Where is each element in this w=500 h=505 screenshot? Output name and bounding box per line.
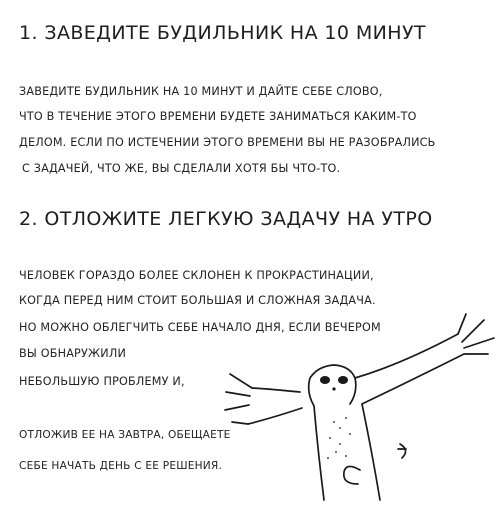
left-claw — [232, 422, 248, 424]
right-arm-lower — [362, 354, 464, 404]
section-1-line: ДЕЛОМ. ЕСЛИ ПО ИСТЕЧЕНИИ ЭТОГО ВРЕМЕНИ ВЫ НЕ РАЗОБРАЛИСЬ — [19, 136, 436, 149]
section-1-line: ЧТО В ТЕЧЕНИЕ ЭТОГО ВРЕМЕНИ БУДЕТЕ ЗАНИМАТЬСЯ КАКИМ-ТО — [19, 110, 417, 123]
section-1-line: С ЗАДАЧЕЙ, ЧТО ЖЕ, ВЫ СДЕЛАЛИ ХОТЯ БЫ ЧТО-ТО. — [22, 162, 341, 175]
left-claw — [225, 405, 249, 410]
section-2-line: ЧЕЛОВЕК ГОРАЗДО БОЛЕЕ СКЛОНЕН К ПРОКРАСТИНАЦИИ, — [19, 269, 374, 282]
section-2-line: КОГДА ПЕРЕД НИМ СТОИТ БОЛЬШАЯ И СЛОЖНАЯ ЗАДАЧА. — [19, 294, 376, 307]
left-claw — [230, 374, 252, 388]
right-eye — [338, 376, 348, 384]
sloth-icon — [222, 312, 500, 505]
section-1-heading: 1. ЗАВЕДИТЕ БУДИЛЬНИК НА 10 МИНУТ — [19, 22, 426, 44]
section-2-line: НО МОЖНО ОБЛЕГЧИТЬ СЕБЕ НАЧАЛО ДНЯ, ЕСЛИ ВЕЧЕРОМ — [19, 321, 381, 334]
section-2-line: СЕБЕ НАЧАТЬ ДЕНЬ С ЕЕ РЕШЕНИЯ. — [19, 460, 223, 472]
sloth-hand — [344, 466, 360, 484]
left-arm-upper — [252, 388, 300, 392]
section-2-line: ВЫ ОБНАРУЖИЛИ — [19, 347, 127, 360]
sloth-body-right — [362, 404, 380, 500]
section-2-heading: 2. ОТЛОЖИТЕ ЛЕГКУЮ ЗАДАЧУ НА УТРО — [19, 208, 433, 230]
right-arm-upper — [355, 334, 458, 378]
right-claw — [458, 314, 466, 334]
left-eye — [320, 376, 330, 384]
section-2-line: НЕБОЛЬШУЮ ПРОБЛЕМУ И, — [19, 375, 185, 388]
belly-mark — [400, 444, 406, 458]
nose — [332, 387, 335, 390]
right-claw — [464, 338, 494, 348]
left-claw — [226, 392, 250, 396]
left-arm-lower — [248, 408, 302, 424]
sloth-body-left — [314, 406, 324, 500]
right-claw — [462, 320, 484, 342]
section-1-line: ЗАВЕДИТЕ БУДИЛЬНИК НА 10 МИНУТ И ДАЙТЕ СЕБЕ СЛОВО, — [19, 85, 383, 98]
section-2-line: ОТЛОЖИВ ЕЕ НА ЗАВТРА, ОБЕЩАЕТЕ — [19, 429, 231, 441]
sloth-head — [309, 365, 356, 406]
